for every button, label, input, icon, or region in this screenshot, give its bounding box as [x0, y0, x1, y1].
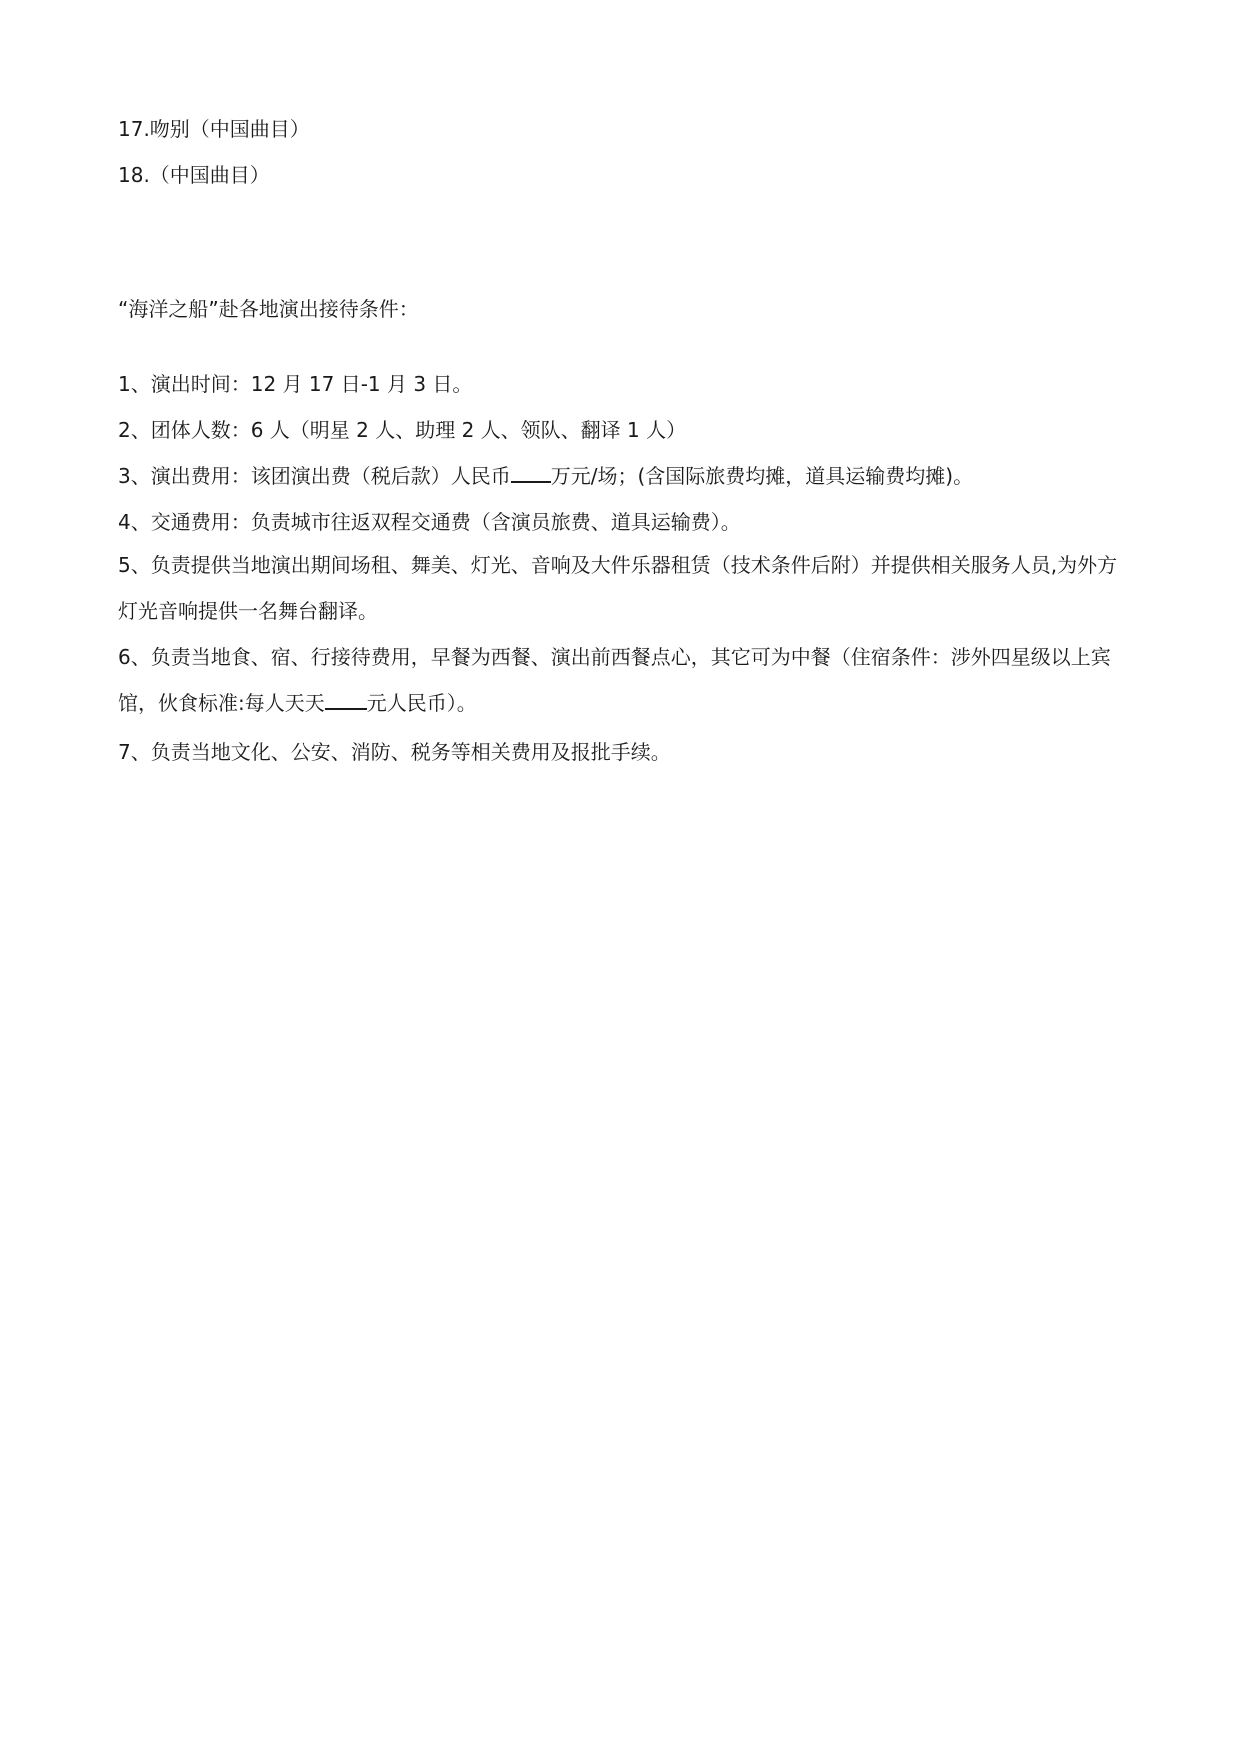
condition-6 [118, 634, 1128, 726]
meal-standard-blank [325, 690, 367, 710]
condition-1: 1、演出时间：12 月 17 日-1 月 3 日。 [118, 372, 473, 396]
condition-5: 5、负责提供当地演出期间场租、舞美、灯光、音响及大件乐器租赁（技术条件后附）并提供相关服务人员,为外方灯光音响提供一名舞台翻译。 [118, 553, 1118, 623]
condition-3 [118, 463, 1128, 489]
condition-6-prefix: 6、负责当地食、宿、行接待费用，早餐为西餐、演出前西餐点心，其它可为中餐（住宿条件：涉外四星级以上宾馆，伙食标准:每人天天 [118, 645, 1111, 715]
condition-6-suffix: 元人民币）。 [366, 691, 477, 715]
condition-2: 2、团体人数：6 人（明星 2 人、助理 2 人、领队、翻译 1 人） [118, 418, 687, 442]
condition-4: 4、交通费用：负责城市往返双程交通费（含演员旅费、道具运输费）。 [118, 510, 741, 534]
song-item-18: 18.（中国曲目） [118, 163, 270, 187]
condition-3-suffix: 万元/场；(含国际旅费均摊，道具运输费均摊)。 [550, 464, 974, 488]
fee-blank [511, 463, 551, 483]
condition-7: 7、负责当地文化、公安、消防、税务等相关费用及报批手续。 [118, 740, 671, 764]
section-heading: “海洋之船”赴各地演出接待条件： [118, 297, 419, 321]
condition-3-prefix: 3、演出费用：该团演出费（税后款）人民币 [118, 464, 511, 488]
song-item-17: 17.吻别（中国曲目） [118, 117, 310, 141]
